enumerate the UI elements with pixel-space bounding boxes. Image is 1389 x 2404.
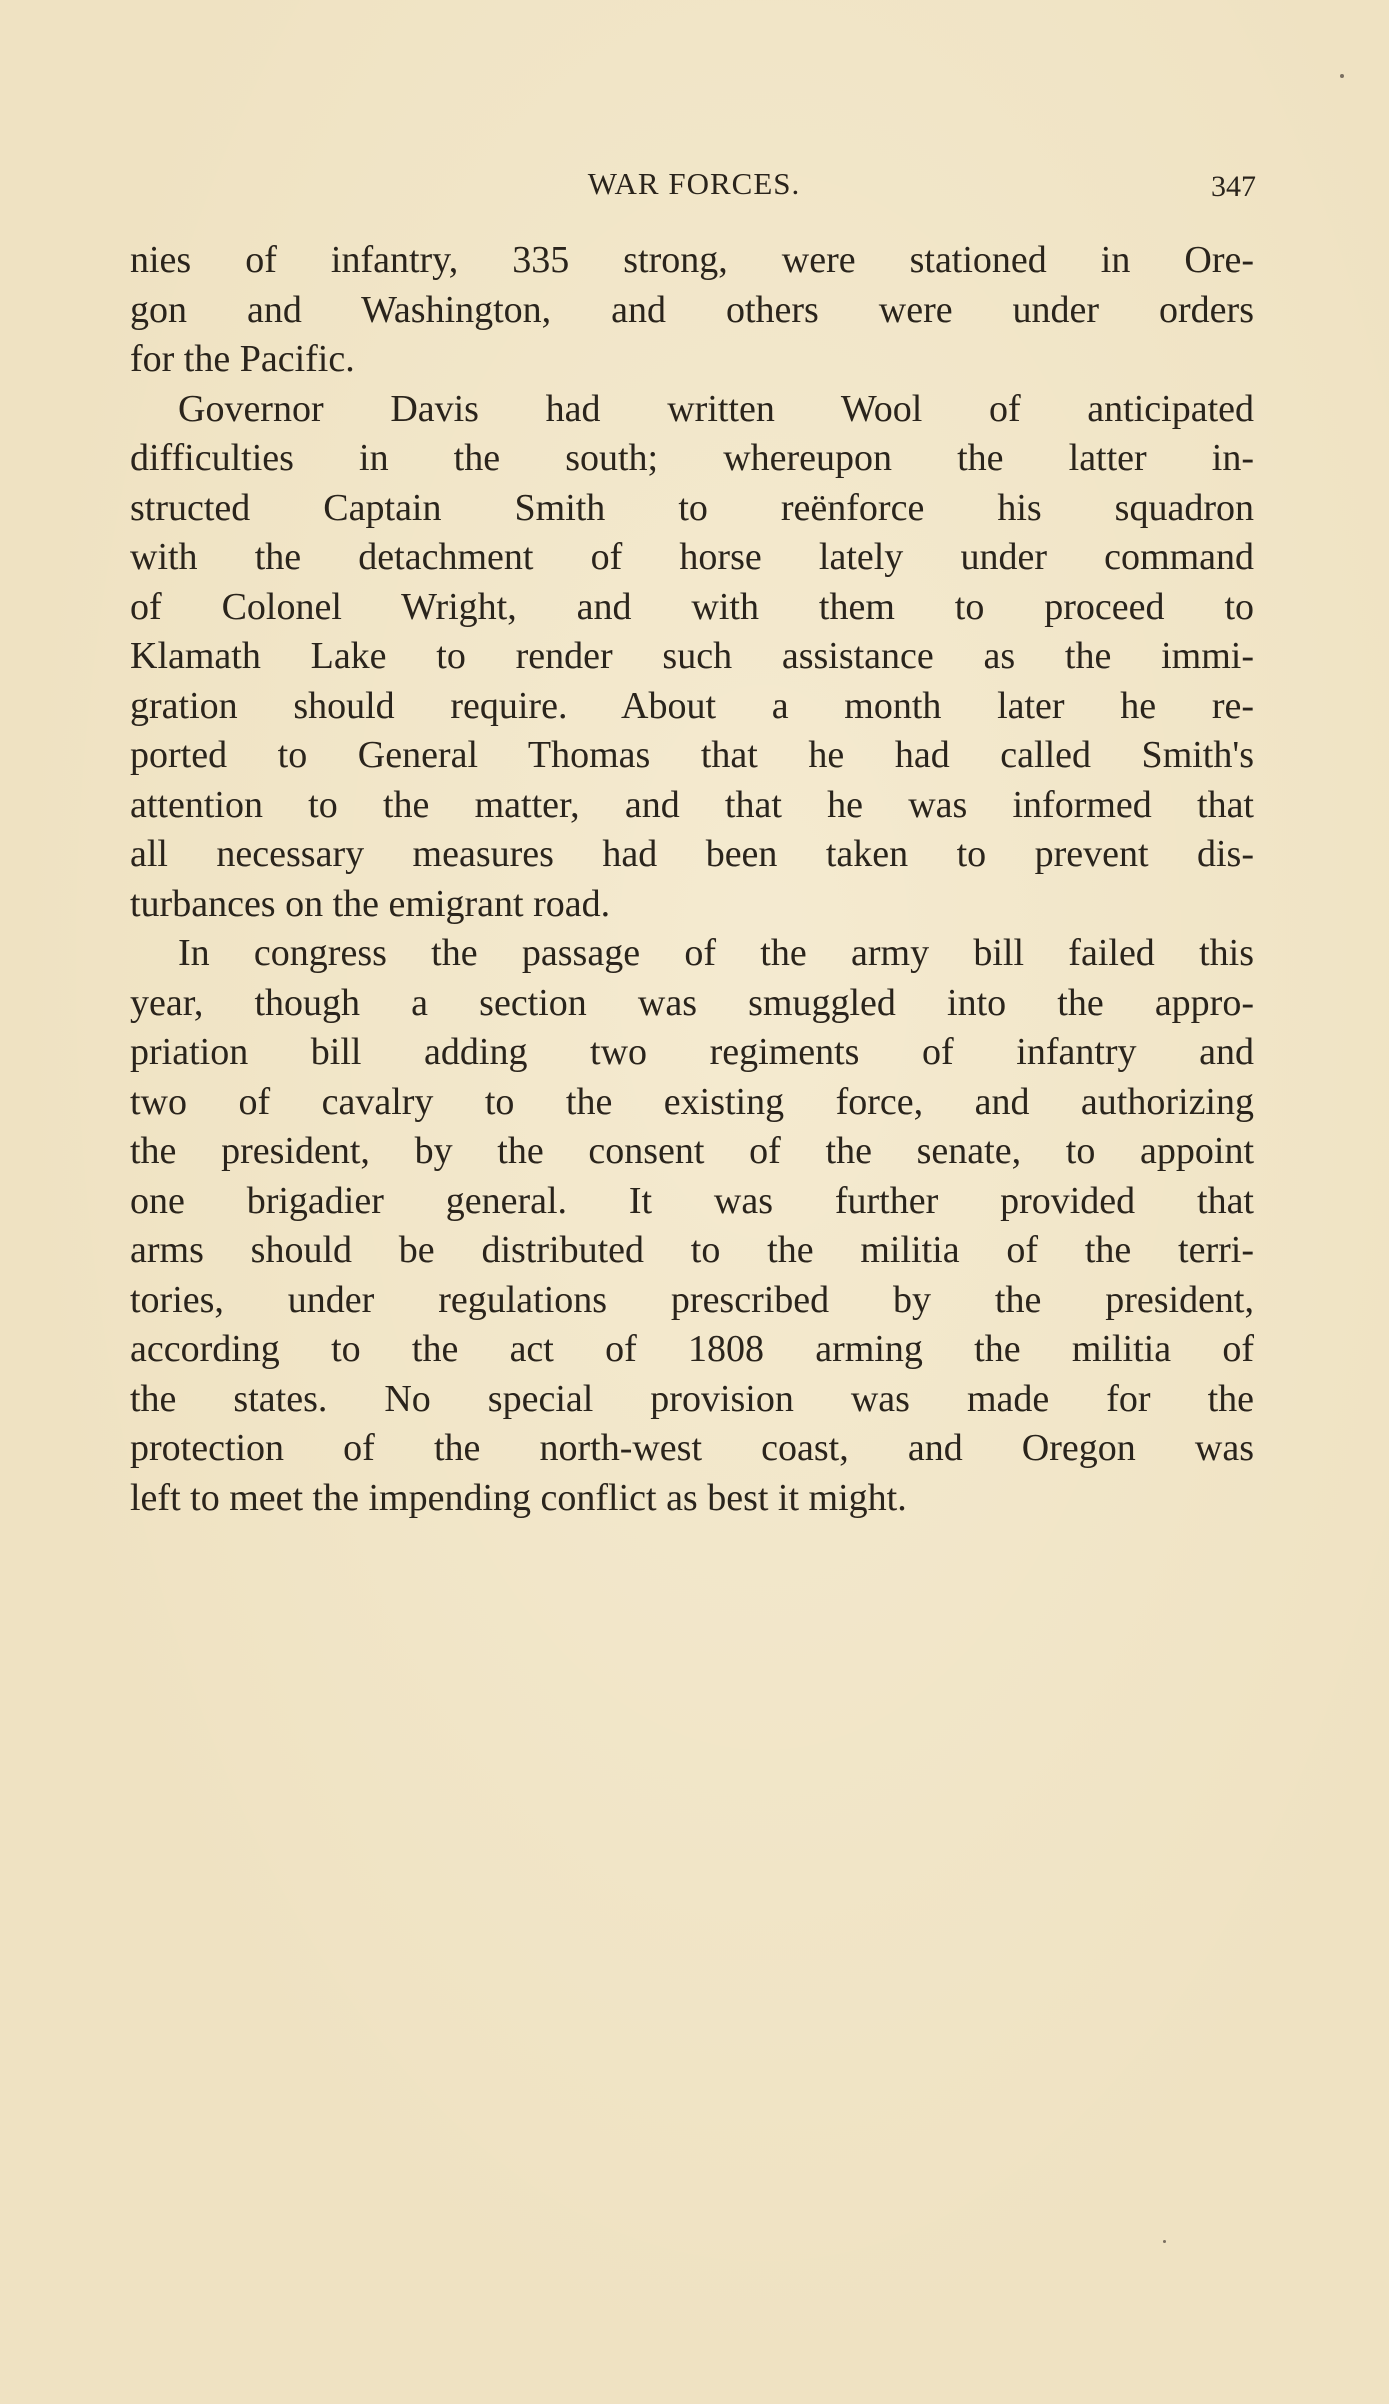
text-line: all necessary measures had been taken to prevent dis- bbox=[130, 833, 1254, 875]
text-line: priation bill adding two regiments of infantry and bbox=[130, 1031, 1254, 1073]
text-line: one brigadier general. It was further provided that bbox=[130, 1179, 1254, 1222]
text-line: Klamath Lake to render such assistance as the immi- bbox=[130, 635, 1254, 677]
paragraph bbox=[130, 929, 1254, 1523]
text-line: difficulties in the south; whereupon the latter in- bbox=[130, 437, 1254, 479]
text-line: Governor Davis had written Wool of anticipated bbox=[178, 387, 1254, 430]
text-line: gration should require. About a month later he re- bbox=[130, 684, 1254, 727]
text-line: two of cavalry to the existing force, and authorizing bbox=[130, 1080, 1254, 1123]
text-line: year, though a section was smuggled into the appro- bbox=[130, 981, 1254, 1024]
text-line: protection of the north-west coast, and Oregon was bbox=[130, 1427, 1254, 1469]
text-line: structed Captain Smith to reënforce his squadron bbox=[130, 486, 1254, 529]
text-line: attention to the matter, and that he was informed that bbox=[130, 783, 1254, 826]
text-line: nies of infantry, 335 strong, were stationed in Ore- bbox=[130, 239, 1254, 281]
text-line: tories, under regulations prescribed by the president, bbox=[130, 1278, 1254, 1321]
page-header bbox=[132, 166, 1256, 210]
paragraph bbox=[130, 236, 1254, 385]
text-line: arms should be distributed to the militia of the terri- bbox=[130, 1229, 1254, 1271]
text-line: the president, by the consent of the senate, to appoint bbox=[130, 1130, 1254, 1172]
text-line: ported to General Thomas that he had called Smith's bbox=[130, 734, 1254, 776]
paragraph bbox=[130, 385, 1254, 930]
paper-speck bbox=[1163, 2240, 1166, 2243]
text-line: In congress the passage of the army bill failed this bbox=[178, 932, 1254, 974]
text-line: according to the act of 1808 arming the militia of bbox=[130, 1328, 1254, 1370]
text-line: gon and Washington, and others were under orders bbox=[130, 288, 1254, 331]
body-text bbox=[130, 236, 1254, 1523]
text-line: with the detachment of horse lately under command bbox=[130, 536, 1254, 578]
text-line: for the Pacific. bbox=[130, 338, 355, 380]
text-line: turbances on the emigrant road. bbox=[130, 882, 611, 925]
page-number: 347 bbox=[1211, 170, 1256, 203]
text-line: the states. No special provision was made for the bbox=[130, 1377, 1254, 1420]
running-head: WAR FORCES. bbox=[587, 166, 801, 201]
text-line: left to meet the impending conflict as best it might. bbox=[130, 1476, 907, 1519]
text-line: of Colonel Wright, and with them to proceed to bbox=[130, 585, 1254, 628]
paper-speck bbox=[1340, 74, 1344, 78]
